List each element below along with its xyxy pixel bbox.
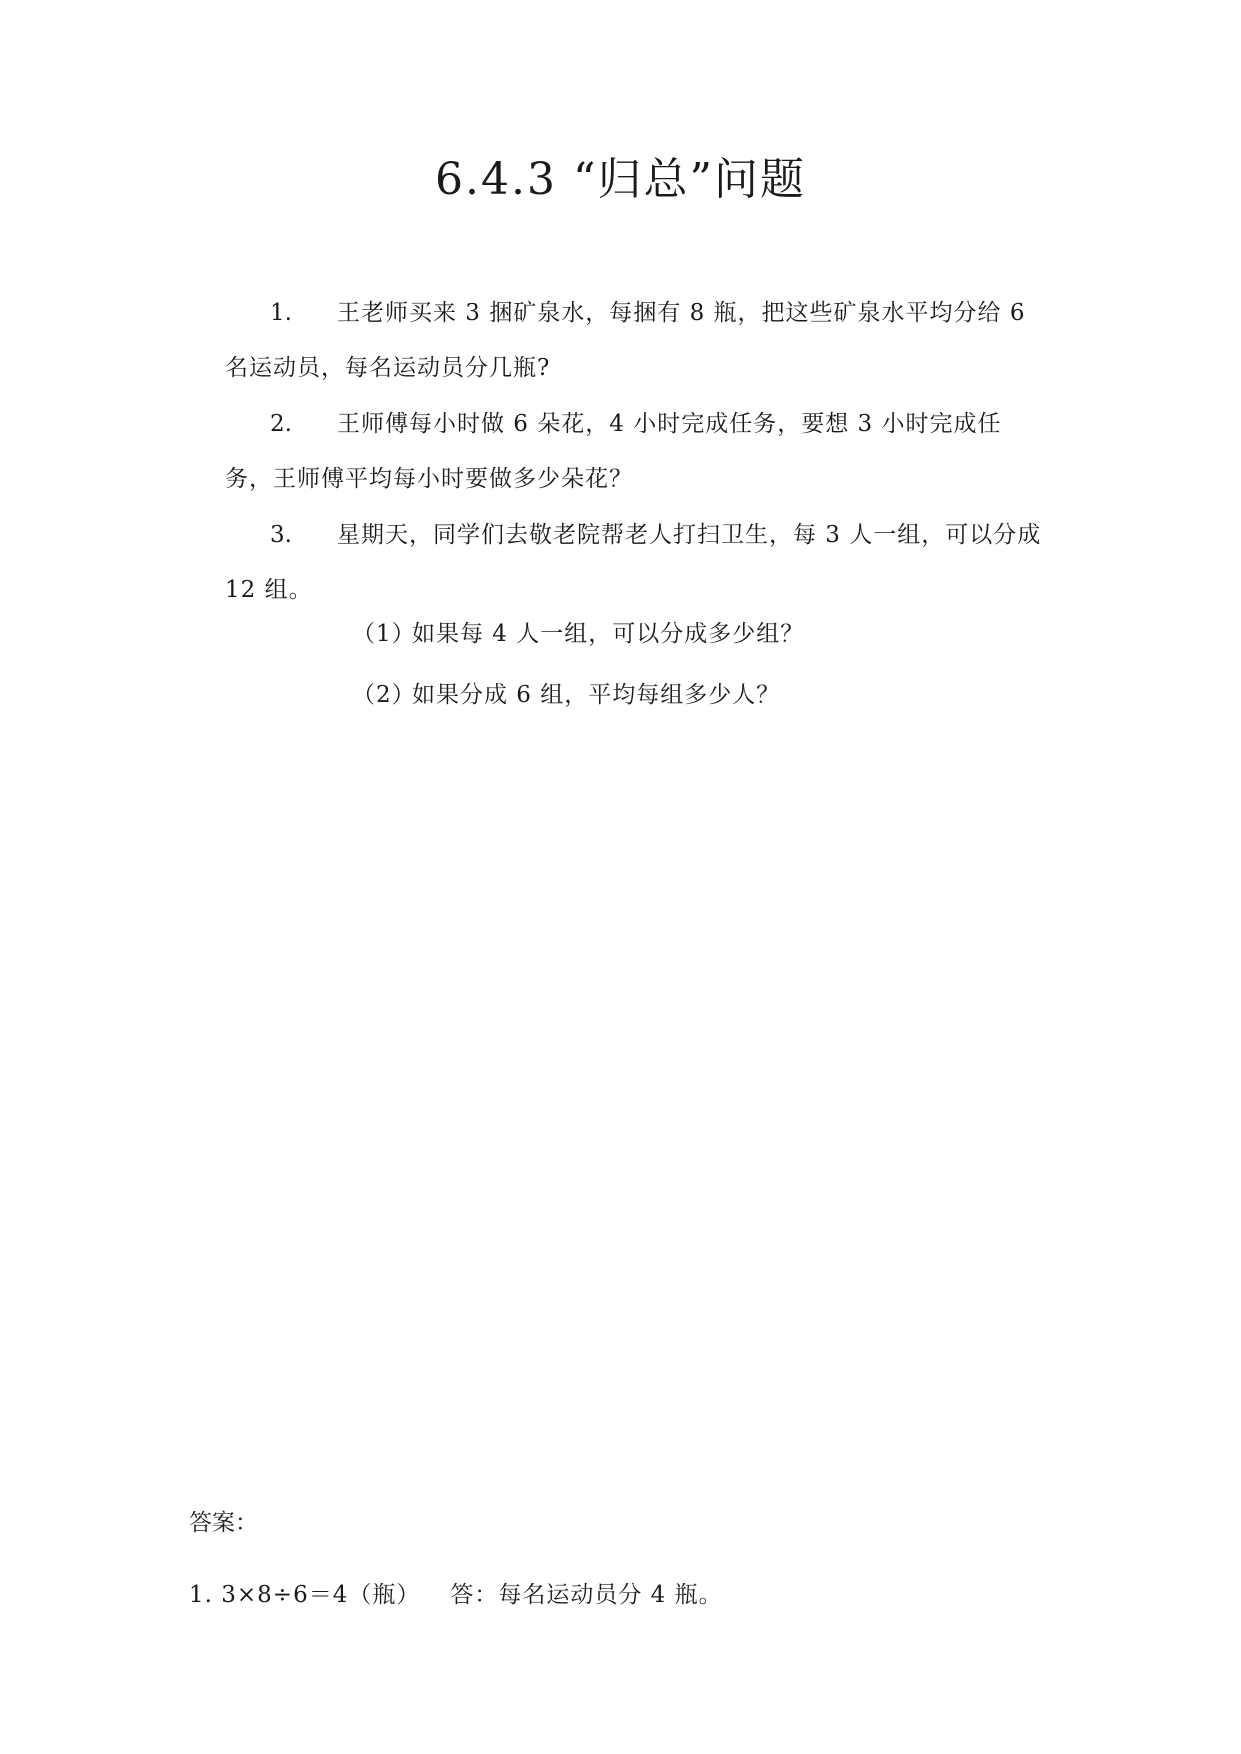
problem-number: 3. — [270, 522, 292, 548]
problem-text: 王老师买来 3 捆矿泉水，每捆有 8 瓶，把这些矿泉水平均分给 6 名运动员，每名运动员分几瓶? — [225, 300, 1026, 381]
sub-question-text: 如果每 4 人一组，可以分成多少组？ — [412, 621, 805, 647]
sub-question-number: （1） — [352, 621, 416, 647]
page-title: 6.4.3 “归总”问题 — [435, 154, 806, 205]
problem-2 — [225, 397, 1045, 507]
problem-number: 1. — [270, 300, 292, 326]
answer-formula: 1. 3×8÷6＝4（瓶） — [189, 1582, 421, 1608]
answer-reply: 答：每名运动员分 4 瓶。 — [450, 1582, 723, 1608]
sub-question-text: 如果分成 6 组，平均每组多少人？ — [412, 682, 781, 708]
problem-3 — [225, 508, 1045, 618]
sub-question-1 — [352, 614, 804, 654]
problem-number: 2. — [270, 411, 292, 437]
problem-text: 王师傅每小时做 6 朵花，4 小时完成任务，要想 3 小时完成任务，王师傅平均每小时要做多少朵花？ — [225, 411, 1002, 492]
sub-question-number: （2） — [352, 682, 416, 708]
problem-text: 星期天，同学们去敬老院帮老人打扫卫生，每 3 人一组，可以分成 12 组。 — [225, 522, 1042, 603]
problem-1 — [225, 286, 1045, 396]
answer-1 — [189, 1575, 723, 1615]
sub-question-2 — [352, 675, 780, 715]
answer-heading: 答案： — [189, 1510, 258, 1536]
